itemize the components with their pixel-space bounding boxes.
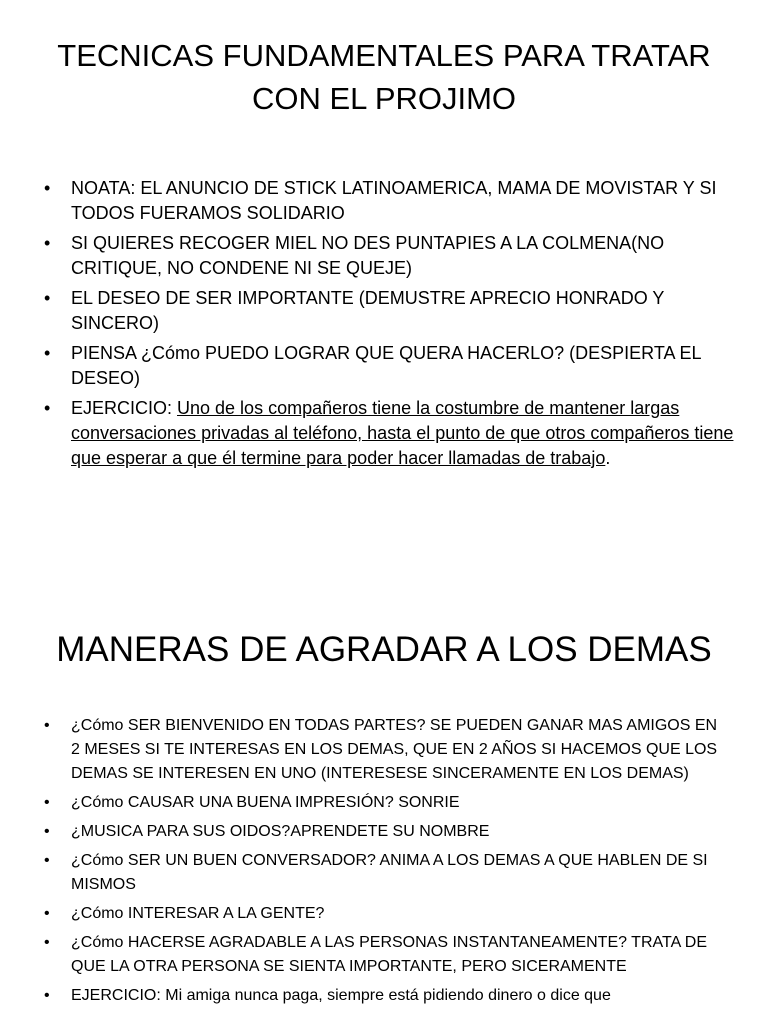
list-item <box>44 176 738 226</box>
bullet-text: EL DESEO DE SER IMPORTANTE (DEMUSTRE APRECIO HONRADO Y SINCERO) <box>71 288 665 333</box>
bullet-icon: • <box>44 398 51 418</box>
bullet-icon: • <box>44 934 50 951</box>
bullet-icon: • <box>44 233 51 253</box>
bullet-text: EJERCICIO: Mi amiga nunca paga, siempre está pidiendo dinero o dice que <box>71 987 611 1004</box>
slide-title: TECNICAS FUNDAMENTALES PARA TRATAR CON EL PROJIMO <box>57 38 711 116</box>
slide-maneras <box>0 590 768 1024</box>
bullet-icon: • <box>44 343 51 363</box>
bullet-text: ¿Cómo INTERESAR A LA GENTE? <box>71 905 325 922</box>
bullet-icon: • <box>44 794 50 811</box>
list-item <box>44 931 728 979</box>
exercise-period: . <box>605 448 611 468</box>
bullet-icon: • <box>44 178 51 198</box>
exercise-item <box>44 396 738 471</box>
bullet-text: PIENSA ¿Cómo PUEDO LOGRAR QUE QUERA HACERLO? (DESPIERTA EL DESEO) <box>71 343 701 388</box>
bullet-icon: • <box>44 717 50 734</box>
bullet-text: ¿Cómo SER UN BUEN CONVERSADOR? ANIMA A LOS DEMAS A QUE HABLEN DE SI MISMOS <box>71 852 708 893</box>
bullet-text: ¿Cómo HACERSE AGRADABLE A LAS PERSONAS INSTANTANEAMENTE? TRATA DE QUE LA OTRA PERSONA SE SIENTA IMPORTANTE, PERO SICERAMENTE <box>71 934 708 975</box>
bullet-text: SI QUIERES RECOGER MIEL NO DES PUNTAPIES A LA COLMENA(NO CRITIQUE, NO CONDENE NI SE QUEJE) <box>71 233 665 278</box>
bullet-icon: • <box>44 852 50 869</box>
exercise-label: EJERCICIO: <box>71 398 178 418</box>
slide-title: MANERAS DE AGRADAR A LOS DEMAS <box>56 630 712 669</box>
list-item <box>44 714 728 786</box>
exercise-text: Uno de los compañeros tiene la costumbre de mantener largas conversaciones privadas al teléfono, hasta el punto de que otros compañeros tiene que esperar a que él termine para poder hacer llamadas de trabajo <box>71 398 734 468</box>
list-item <box>44 231 738 281</box>
bullet-list <box>44 176 738 476</box>
bullet-text: ¿MUSICA PARA SUS OIDOS?APRENDETE SU NOMBRE <box>71 823 490 840</box>
bullet-list <box>44 714 728 1013</box>
bullet-text: NOATA: EL ANUNCIO DE STICK LATINOAMERICA, MAMA DE MOVISTAR Y SI TODOS FUERAMOS SOLIDARIO <box>71 178 717 223</box>
list-item <box>44 791 728 815</box>
bullet-icon: • <box>44 823 50 840</box>
bullet-text: ¿Cómo CAUSAR UNA BUENA IMPRESIÓN? SONRIE <box>71 794 460 811</box>
list-item <box>44 286 738 336</box>
bullet-text: ¿Cómo SER BIENVENIDO EN TODAS PARTES? SE PUEDEN GANAR MAS AMIGOS EN 2 MESES SI TE INTERESAS EN LOS DEMAS, QUE EN 2 AÑOS SI HACEMOS QUE LOS DEMAS SE INTERESEN EN UNO (INTERESESE SINCERAMENTE EN LOS DEMAS) <box>71 717 718 782</box>
list-item <box>44 820 728 844</box>
list-item <box>44 984 728 1008</box>
bullet-icon: • <box>44 987 50 1004</box>
list-item <box>44 849 728 897</box>
list-item <box>44 341 738 391</box>
bullet-icon: • <box>44 288 51 308</box>
list-item <box>44 902 728 926</box>
bullet-icon: • <box>44 905 50 922</box>
